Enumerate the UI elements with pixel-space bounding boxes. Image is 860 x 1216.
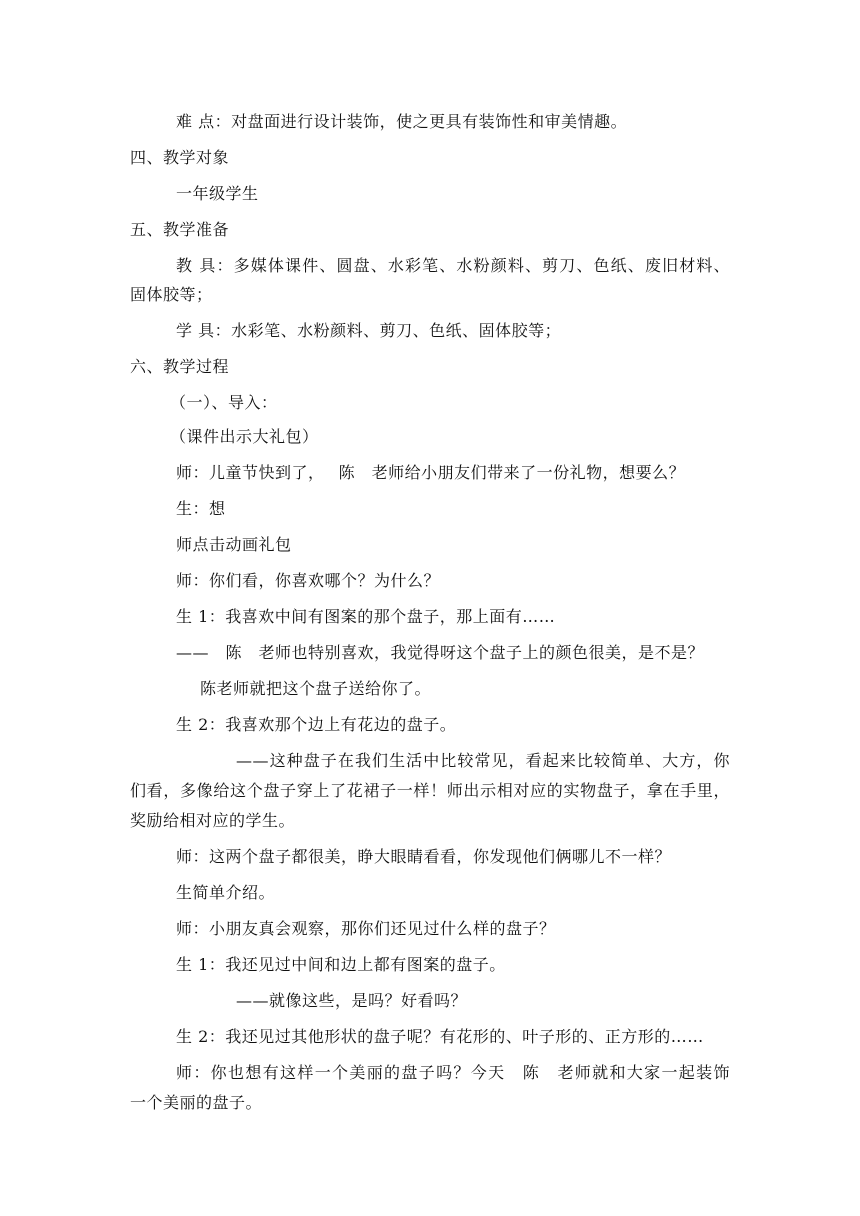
paragraph: —— 陈 老师也特别喜欢，我觉得呀这个盘子上的颜色很美，是不是？ — [176, 643, 705, 662]
paragraph: ——这种盘子在我们生活中比较常见，看起来比较简单、大方，你 — [236, 751, 730, 770]
paragraph: 生 1：我还见过中间和边上都有图案的盘子。 — [176, 955, 506, 974]
paragraph: 师：小朋友真会观察，那你们还见过什么样的盘子？ — [176, 919, 556, 938]
paragraph: 奖励给相对应的学生。 — [130, 811, 296, 830]
paragraph: 陈老师就把这个盘子送给你了。 — [200, 679, 432, 698]
paragraph: 生简单介绍。 — [176, 883, 276, 902]
paragraph: 一个美丽的盘子。 — [130, 1093, 263, 1112]
paragraph: 固体胶等； — [130, 285, 213, 304]
paragraph: 生 2：我喜欢那个边上有花边的盘子。 — [176, 715, 457, 734]
section-heading-teaching-target: 四、教学对象 — [130, 148, 230, 167]
paragraph: （课件出示大礼包） — [170, 427, 319, 446]
section-heading-teaching-process: 六、教学过程 — [130, 357, 230, 376]
paragraph: 师：这两个盘子都很美，睁大眼睛看看，你发现他们俩哪儿不一样？ — [176, 847, 672, 866]
paragraph: 生 2：我还见过其他形状的盘子呢？有花形的、叶子形的、正方形的…… — [176, 1027, 704, 1046]
paragraph: ——就像这些，是吗？好看吗？ — [236, 991, 468, 1010]
subsection-heading: （一）、导入： — [170, 393, 278, 412]
paragraph: 师：你们看，你喜欢哪个？为什么？ — [176, 571, 441, 590]
paragraph: 生 1：我喜欢中间有图案的那个盘子，那上面有…… — [176, 607, 556, 626]
paragraph: 师：儿童节快到了， 陈 老师给小朋友们带来了一份礼物，想要么？ — [176, 463, 686, 482]
difficulty-point: 难 点：对盘面进行设计装饰，使之更具有装饰性和审美情趣。 — [176, 112, 628, 131]
paragraph: 师点击动画礼包 — [176, 535, 292, 554]
paragraph: 一年级学生 — [176, 184, 259, 203]
paragraph: 生：想 — [176, 499, 226, 518]
paragraph: 们看，多像给这个盘子穿上了花裙子一样！师出示相对应的实物盘子，拿在手里， — [130, 781, 730, 800]
section-heading-teaching-preparation: 五、教学准备 — [130, 220, 230, 239]
paragraph: 师：你也想有这样一个美丽的盘子吗？今天 陈 老师就和大家一起装饰 — [176, 1063, 730, 1082]
paragraph: 学 具：水彩笔、水粉颜料、剪刀、色纸、固体胶等； — [176, 321, 562, 340]
paragraph: 教 具：多媒体课件、圆盘、水彩笔、水粉颜料、剪刀、色纸、废旧材料、 — [176, 256, 730, 275]
